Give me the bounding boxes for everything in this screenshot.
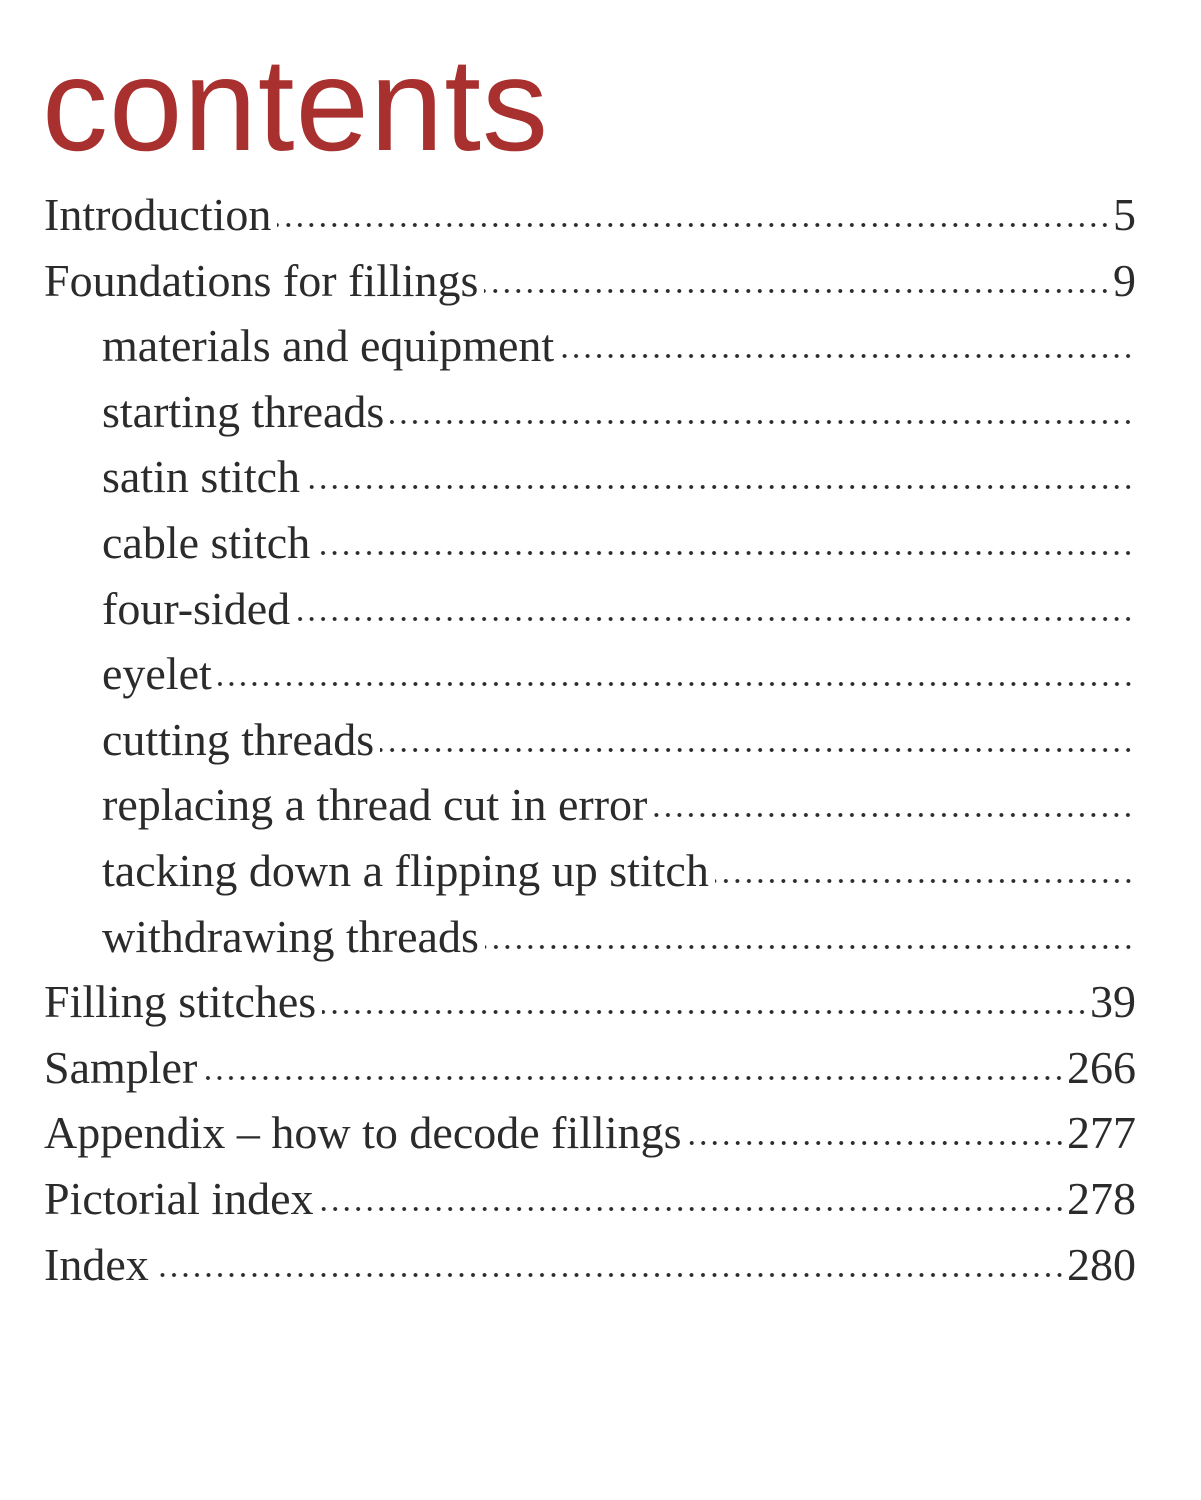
table-of-contents [44,182,1136,1297]
dot-leader [203,1071,1065,1085]
toc-entry-label: Appendix – how to decode fillings [44,1107,682,1159]
dot-leader [485,940,1134,954]
toc-entry-page: 277 [1067,1107,1136,1159]
dot-leader [218,677,1134,691]
toc-subentry-tacking-down [44,838,1136,904]
dot-leader [560,349,1134,363]
toc-entry-label: Pictorial index [44,1172,314,1224]
toc-subentry-satin-stitch [44,444,1136,510]
dot-leader [390,415,1134,429]
dot-leader [316,546,1134,560]
toc-entry-sampler [44,1035,1136,1101]
toc-entry-page: 5 [1113,189,1136,240]
toc-entry-label: eyelet [102,648,212,700]
dot-leader [320,1202,1065,1216]
toc-entry-label: Foundations for fillings [44,254,479,306]
toc-entry-label: replacing a thread cut in error [102,779,648,831]
toc-subentry-cable-stitch [44,510,1136,576]
dot-leader [688,1136,1065,1150]
dot-leader [155,1268,1065,1282]
toc-entry-page: 9 [1113,254,1136,306]
dot-leader [653,808,1134,822]
dot-leader [322,1005,1088,1019]
toc-entry-introduction [44,182,1136,248]
toc-entry-label: tacking down a flipping up stitch [102,844,709,896]
toc-entry-foundations [44,248,1136,314]
page-title: contents [42,31,549,178]
toc-entry-page: 39 [1090,976,1136,1028]
toc-entry-label: starting threads [102,385,385,437]
toc-entry-label: satin stitch [102,451,301,503]
toc-subentry-replacing-thread [44,772,1136,838]
dot-leader [380,743,1134,757]
toc-entry-label: cutting threads [102,713,375,765]
dot-leader [296,612,1134,626]
toc-subentry-materials [44,313,1136,379]
dot-leader [277,218,1111,232]
toc-entry-page: 278 [1067,1172,1136,1224]
toc-entry-page: 266 [1067,1041,1136,1093]
toc-subentry-four-sided [44,576,1136,642]
dot-leader [484,284,1111,298]
toc-entry-label: Introduction [44,189,272,240]
toc-entry-label: Index [44,1238,149,1290]
toc-entry-label: withdrawing threads [102,910,479,962]
dot-leader [306,480,1134,494]
toc-subentry-eyelet [44,641,1136,707]
toc-entry-pictorial-index [44,1166,1136,1232]
toc-entry-filling-stitches [44,969,1136,1035]
toc-entry-label: Sampler [44,1041,198,1093]
toc-subentry-withdrawing-threads [44,904,1136,970]
toc-entry-label: Filling stitches [44,976,317,1028]
dot-leader [715,874,1134,888]
toc-entry-index [44,1232,1136,1298]
toc-entry-page: 280 [1067,1238,1136,1290]
toc-entry-label: materials and equipment [102,320,555,372]
toc-entry-label: cable stitch [102,516,311,568]
toc-subentry-starting-threads [44,379,1136,445]
toc-entry-appendix [44,1100,1136,1166]
toc-subentry-cutting-threads [44,707,1136,773]
toc-entry-label: four-sided [102,582,291,634]
